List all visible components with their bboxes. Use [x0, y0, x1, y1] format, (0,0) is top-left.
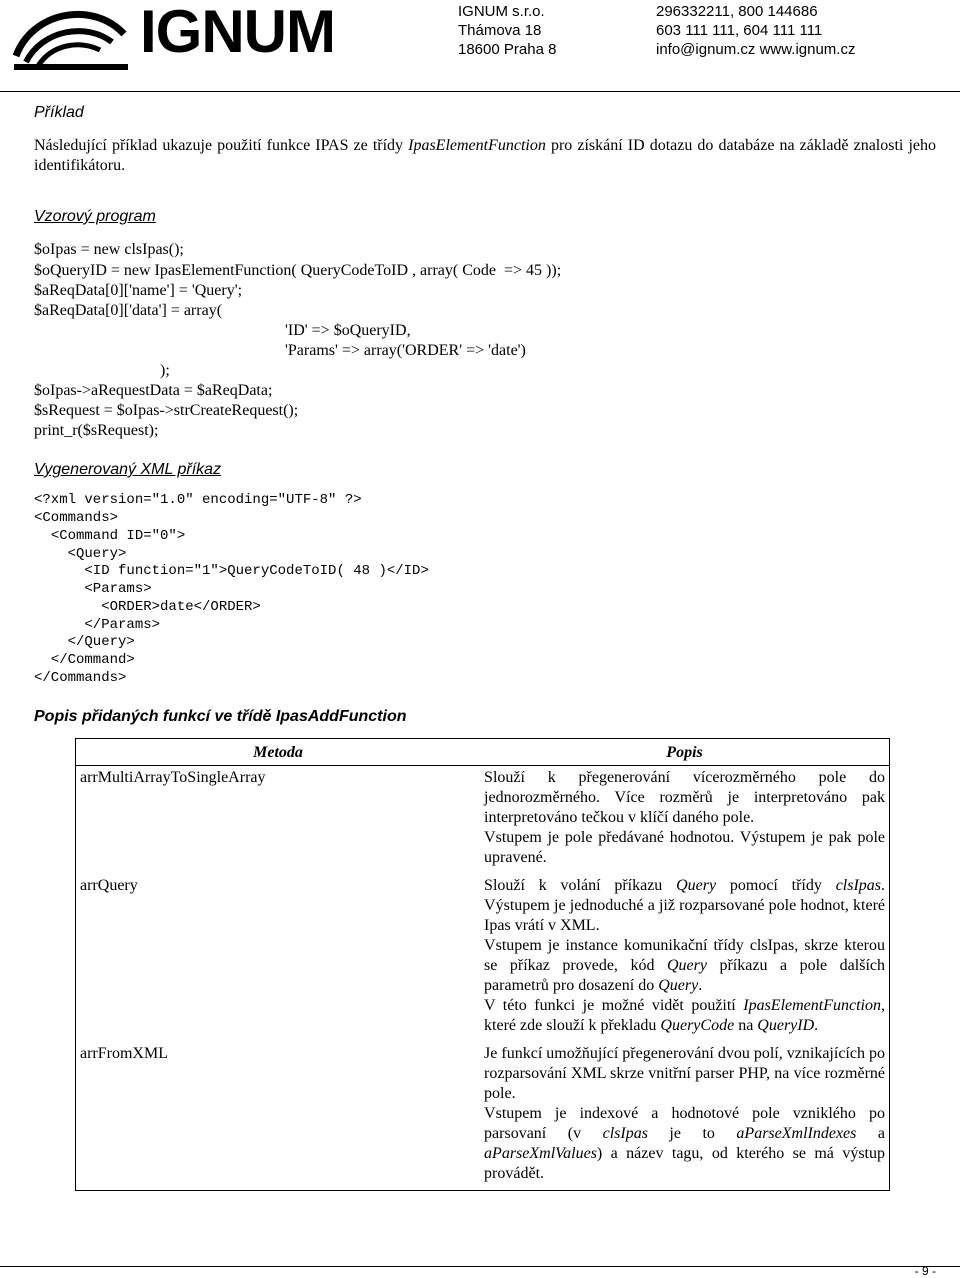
company-address: [458, 2, 556, 59]
example-class-name: IpasElementFunction: [408, 137, 546, 154]
column-header-description: Popis: [480, 739, 889, 766]
example-heading: Příklad: [34, 104, 84, 121]
method-name: arrMultiArrayToSingleArray: [80, 769, 266, 786]
code-line: $aReqData[0]['data'] = array(: [34, 302, 223, 319]
description-paragraph: Vstupem je pole předávané hodnotou. Výstupem je pak pole upravené.: [484, 829, 885, 866]
table-row: [76, 874, 890, 1042]
method-description: [480, 766, 889, 875]
description-paragraph: Slouží k přegenerování vícerozměrného pole do jednorozměrného. Více rozměrů je interpretováno pak interpretováno tečkou v klíčí daného pole.: [484, 769, 885, 826]
description-paragraph: Vstupem je instance komunikační třídy clsIpas, skrze kterou se příkaz provede, kód Query příkazu a pole dalších parametrů pro dosazení do Query.: [484, 937, 885, 994]
column-header-method: Metoda: [76, 739, 481, 766]
example-text-end: pro získání ID dotazu do databáze na základě znalosti jeho identifikátoru.: [34, 137, 936, 174]
description-paragraph: Slouží k volání příkazu Query pomocí třídy clsIpas. Výstupem je jednoduché a již rozparsované pole hodnot, které Ipas vrátí v XML.: [484, 877, 886, 934]
xml-line: </Query>: [34, 634, 135, 650]
table-row: [76, 1042, 890, 1191]
xml-line: <Query>: [34, 546, 127, 562]
method-description: [480, 874, 889, 1042]
footer-divider: [0, 1266, 960, 1267]
code-line: $oIpas->aRequestData = $aReqData;: [34, 382, 273, 399]
company-contacts: [656, 2, 855, 59]
code-line: $oQueryID = new IpasElementFunction( QueryCodeToID , array( Code => 45 ));: [34, 262, 562, 279]
method-description: [480, 1042, 889, 1191]
description-paragraph: Vstupem je indexové a hodnotové pole vzniklého po parsovaní (v clsIpas je to aParseXmlIndexes a aParseXmlValues) a název tagu, od kterého se má výstup provádět.: [484, 1105, 885, 1182]
code-line: $sRequest = $oIpas->strCreateRequest();: [34, 402, 299, 419]
code-line: $oIpas = new clsIpas();: [34, 241, 184, 258]
logo-text: IGNUM: [140, 0, 335, 65]
table-header-row: [76, 739, 890, 766]
xml-line: <ORDER>date</ORDER>: [34, 599, 261, 615]
company-ids: 296332211, 800 144686: [656, 3, 818, 20]
functions-heading: Popis přidaných funkcí ve třídě IpasAddFunction: [34, 708, 407, 725]
code-line: print_r($sRequest);: [34, 422, 159, 439]
page-header: [0, 0, 960, 92]
company-street: Thámova 18: [458, 22, 542, 39]
page-number: - 9 -: [914, 1264, 936, 1278]
company-web-email: info@ignum.cz www.ignum.cz: [656, 41, 856, 58]
example-paragraph: [34, 136, 936, 176]
functions-table: [75, 738, 890, 1191]
xml-line: </Command>: [34, 652, 135, 668]
program-heading: Vzorový program: [34, 208, 156, 225]
xml-line: <Commands>: [34, 510, 119, 526]
ignum-logo-icon: [12, 4, 130, 72]
code-line: 'Params' => array('ORDER' => 'date'): [285, 342, 526, 359]
xml-line: </Params>: [34, 617, 161, 633]
company-city: 18600 Praha 8: [458, 41, 557, 58]
code-line: $aReqData[0]['name'] = 'Query';: [34, 282, 243, 299]
code-line: 'ID' => $oQueryID,: [285, 322, 411, 339]
xml-line: </Commands>: [34, 670, 127, 686]
method-name: arrFromXML: [80, 1045, 168, 1062]
description-paragraph: Je funkcí umožňující přegenerování dvou polí, vznikajících po rozparsování XML skrze vnitřní parser PHP, na více rozměrné pole.: [484, 1045, 885, 1102]
xml-heading: Vygenerovaný XML příkaz: [34, 461, 222, 478]
xml-line: <?xml version="1.0" encoding="UTF-8" ?>: [34, 492, 362, 508]
company-name: IGNUM s.r.o.: [458, 3, 545, 20]
xml-line: <ID function="1">QueryCodeToID( 48 )</ID>: [34, 563, 429, 579]
company-phones: 603 111 111, 604 111 111: [656, 22, 823, 39]
method-name: arrQuery: [80, 877, 138, 894]
code-line: );: [160, 362, 170, 379]
xml-line: <Command ID="0">: [34, 528, 186, 544]
description-paragraph: V této funkci je možné vidět použití IpasElementFunction, které zde slouží k překladu QueryCode na QueryID.: [484, 997, 885, 1034]
xml-line: <Params>: [34, 581, 152, 597]
table-row: [76, 766, 890, 875]
example-text: Následující příklad ukazuje použití funkce IPAS ze třídy: [34, 137, 409, 154]
